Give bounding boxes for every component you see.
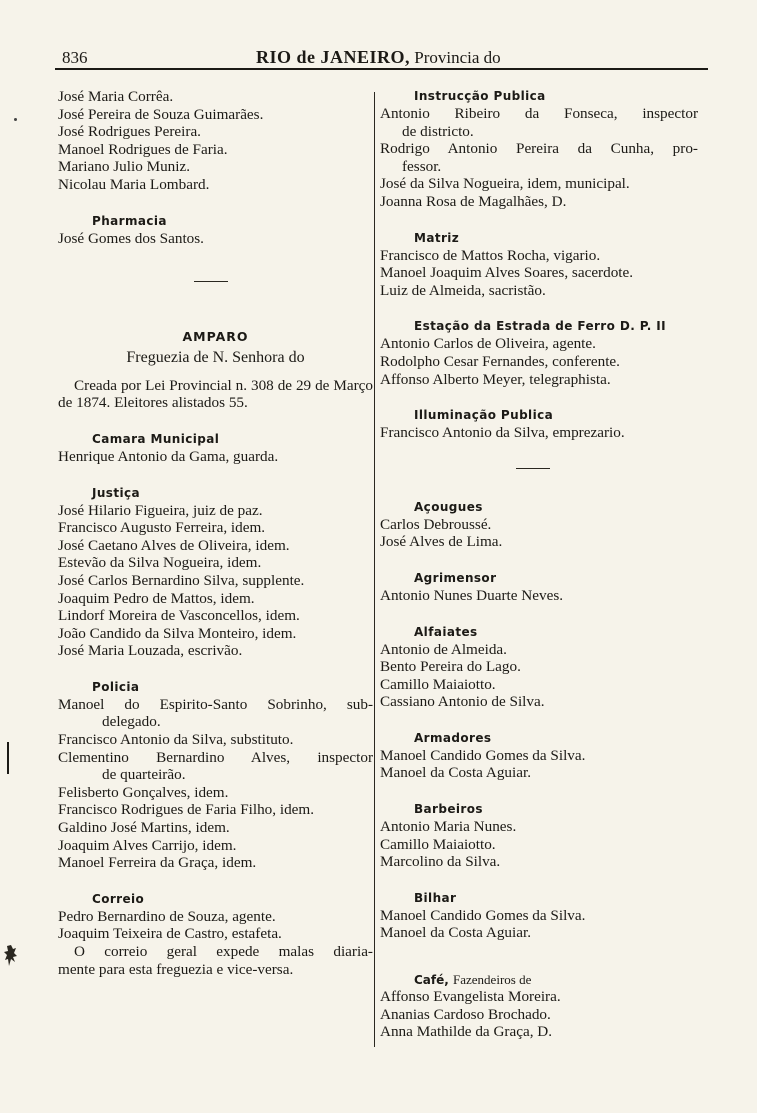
list-item: Rodrigo Antonio Pereira da Cunha, pro- bbox=[380, 140, 698, 158]
list-item: Manoel Candido Gomes da Silva. bbox=[380, 906, 586, 924]
list-item: Pedro Bernardino de Souza, agente. bbox=[58, 907, 276, 925]
cafe-heading-extra: Fazendeiros de bbox=[453, 972, 532, 988]
list-item: Antonio Carlos de Oliveira, agente. bbox=[380, 335, 596, 353]
section-heading-policia: Policia bbox=[92, 679, 140, 694]
section-heading-acougues: Açougues bbox=[414, 499, 483, 514]
list-item: Antonio Maria Nunes. bbox=[380, 818, 517, 836]
list-item: Francisco Antonio da Silva, substituto. bbox=[58, 731, 294, 749]
list-item: Affonso Evangelista Moreira. bbox=[380, 988, 561, 1006]
list-item: Nicolau Maria Lombard. bbox=[58, 175, 210, 193]
list-item: Cassiano Antonio de Silva. bbox=[380, 693, 545, 711]
running-title-rest: Provincia do bbox=[414, 48, 501, 67]
margin-bar-mark bbox=[7, 742, 9, 774]
list-item: José Carlos Bernardino Silva, supplente. bbox=[58, 571, 305, 589]
section-heading-estacao: Estação da Estrada de Ferro D. P. II bbox=[414, 319, 666, 334]
right-column bbox=[380, 88, 698, 1041]
list-item: Manoel do Espirito-Santo Sobrinho, sub- bbox=[58, 695, 373, 713]
section-separator bbox=[194, 281, 228, 282]
list-item: Lindorf Moreira de Vasconcellos, idem. bbox=[58, 607, 300, 625]
margin-ink-blot bbox=[4, 944, 18, 968]
list-item: José da Silva Nogueira, idem, municipal. bbox=[380, 175, 630, 193]
list-item: Francisco de Mattos Rocha, vigario. bbox=[380, 246, 601, 264]
list-item: José Pereira de Souza Guimarães. bbox=[58, 105, 264, 123]
list-item: José Caetano Alves de Oliveira, idem. bbox=[58, 536, 290, 554]
list-item-continuation: de districto. bbox=[402, 122, 474, 140]
list-item: Francisco Augusto Ferreira, idem. bbox=[58, 519, 266, 537]
running-title-bold: RIO de JANEIRO, bbox=[256, 47, 411, 67]
list-item: Manoel da Costa Aguiar. bbox=[380, 924, 532, 942]
list-item: João Candido da Silva Monteiro, idem. bbox=[58, 624, 297, 642]
margin-speck bbox=[14, 118, 17, 121]
running-title bbox=[256, 47, 501, 68]
list-item: Marcolino da Silva. bbox=[380, 853, 501, 871]
section-heading-agrimensor: Agrimensor bbox=[414, 570, 497, 585]
list-item: Joaquim Alves Carrijo, idem. bbox=[58, 836, 237, 854]
list-item: José Hilario Figueira, juiz de paz. bbox=[58, 501, 263, 519]
left-column bbox=[58, 88, 373, 978]
list-item: Rodolpho Cesar Fernandes, conferente. bbox=[380, 352, 620, 370]
section-separator bbox=[516, 468, 550, 469]
section-heading-armadores: Armadores bbox=[414, 730, 492, 745]
list-item: Camillo Maiaiotto. bbox=[380, 675, 496, 693]
list-item: José Rodrigues Pereira. bbox=[58, 123, 201, 141]
town-title: AMPARO bbox=[182, 329, 249, 345]
list-item: Henrique Antonio da Gama, guarda. bbox=[58, 447, 279, 465]
section-heading-pharmacia: Pharmacia bbox=[92, 213, 167, 228]
top-entry-list bbox=[58, 88, 373, 194]
list-item-continuation: delegado. bbox=[102, 713, 161, 731]
running-header bbox=[58, 44, 706, 70]
header-rule bbox=[55, 68, 708, 70]
list-item: Antonio Nunes Duarte Neves. bbox=[380, 586, 564, 604]
town-subtitle: Freguezia de N. Senhora do bbox=[126, 348, 305, 366]
list-item: Mariano Julio Muniz. bbox=[58, 158, 191, 176]
list-item: José Maria Louzada, escrivão. bbox=[58, 642, 243, 660]
correio-note-line: O correio geral expede malas diaria- bbox=[74, 943, 373, 960]
section-heading-alfaiates: Alfaiates bbox=[414, 624, 478, 639]
section-heading-bilhar: Bilhar bbox=[414, 890, 457, 905]
list-item: Luiz de Almeida, sacristão. bbox=[380, 281, 546, 299]
list-item: Ananias Cardoso Brochado. bbox=[380, 1005, 551, 1023]
list-item: Manoel Ferreira da Graça, idem. bbox=[58, 854, 257, 872]
list-item: Manoel Rodrigues de Faria. bbox=[58, 140, 228, 158]
list-item: Joanna Rosa de Magalhães, D. bbox=[380, 192, 567, 210]
list-item: Antonio Ribeiro da Fonseca, inspector bbox=[380, 105, 698, 122]
section-heading-iluminacao: Illuminação Publica bbox=[414, 408, 554, 423]
section-heading-barbeiros: Barbeiros bbox=[414, 802, 483, 817]
list-item: Anna Mathilde da Graça, D. bbox=[380, 1023, 553, 1041]
list-item: Francisco Antonio da Silva, emprezario. bbox=[380, 424, 625, 442]
list-item: Estevão da Silva Nogueira, idem. bbox=[58, 554, 262, 572]
section-heading-matriz: Matriz bbox=[414, 230, 460, 245]
correio-note-line: mente para esta freguezia e vice-versa. bbox=[58, 960, 294, 978]
list-item: Joaquim Pedro de Mattos, idem. bbox=[58, 589, 255, 607]
list-item: Antonio de Almeida. bbox=[380, 640, 507, 658]
cafe-heading-label: Café, bbox=[414, 973, 449, 988]
column-divider bbox=[374, 92, 375, 1047]
list-item: Manoel Joaquim Alves Soares, sacerdote. bbox=[380, 264, 634, 282]
section-heading-cafe bbox=[414, 972, 698, 988]
list-item: Clementino Bernardino Alves, inspector bbox=[58, 748, 373, 766]
page-number: 836 bbox=[62, 48, 88, 67]
list-item: Carlos Debroussé. bbox=[380, 515, 492, 533]
list-item: Camillo Maiaiotto. bbox=[380, 835, 496, 853]
town-description: Creada por Lei Provincial n. 308 de 29 de Março de 1874. Eleitores alistados 55. bbox=[58, 376, 373, 412]
list-item: Affonso Alberto Meyer, telegraphista. bbox=[380, 370, 611, 388]
list-item: Francisco Rodrigues de Faria Filho, idem. bbox=[58, 801, 315, 819]
list-item: Felisberto Gonçalves, idem. bbox=[58, 783, 229, 801]
list-item: Galdino José Martins, idem. bbox=[58, 819, 230, 837]
section-heading-camara: Camara Municipal bbox=[92, 431, 220, 446]
list-item: Manoel da Costa Aguiar. bbox=[380, 764, 532, 782]
list-item-continuation: de quarteirão. bbox=[102, 766, 186, 784]
list-item-continuation: fessor. bbox=[402, 157, 442, 175]
list-item: Joaquim Teixeira de Castro, estafeta. bbox=[58, 925, 282, 943]
section-heading-justica: Justiça bbox=[92, 485, 141, 500]
list-item: José Alves de Lima. bbox=[380, 533, 503, 551]
list-item: José Gomes dos Santos. bbox=[58, 229, 204, 247]
list-item: Manoel Candido Gomes da Silva. bbox=[380, 746, 586, 764]
section-heading-correio: Correio bbox=[92, 891, 145, 906]
list-item: José Maria Corrêa. bbox=[58, 88, 174, 105]
section-heading-instrucao: Instrucção Publica bbox=[414, 89, 546, 103]
list-item: Bento Pereira do Lago. bbox=[380, 658, 521, 676]
